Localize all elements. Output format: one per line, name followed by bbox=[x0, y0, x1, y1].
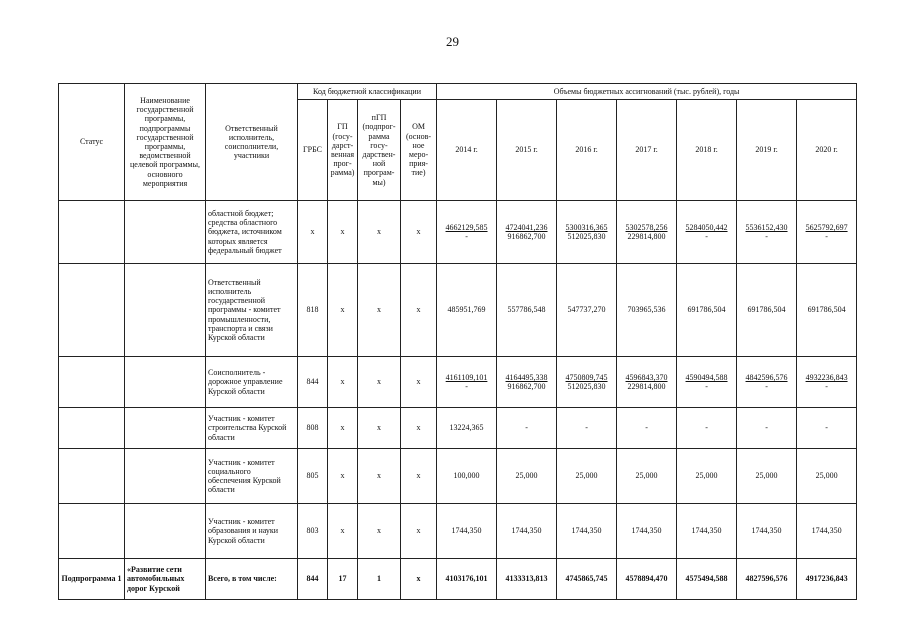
gp-cell: x bbox=[328, 264, 358, 357]
grbs-cell: 808 bbox=[298, 408, 328, 449]
status-cell bbox=[59, 449, 125, 504]
value-sub: - bbox=[825, 232, 828, 241]
om-cell: x bbox=[401, 357, 437, 408]
status-cell bbox=[59, 357, 125, 408]
value-main: 5536152,430 bbox=[745, 222, 788, 232]
value-main: 4578894,470 bbox=[625, 574, 668, 584]
pgp-cell: 1 bbox=[358, 559, 401, 600]
value-main: 557786,548 bbox=[507, 305, 546, 315]
header-om: ОМ (основ-ное меро-прия-тие) bbox=[401, 100, 437, 201]
pgp-cell: x bbox=[358, 504, 401, 559]
value-sub: 512025,830 bbox=[567, 382, 606, 391]
value-main: 25,000 bbox=[575, 471, 598, 481]
value-sub: - bbox=[465, 382, 468, 391]
value-main: 4590494,588 bbox=[685, 372, 728, 382]
value-main: 4164495,338 bbox=[505, 372, 548, 382]
value-cell bbox=[617, 357, 677, 408]
value-cell bbox=[497, 201, 557, 264]
om-cell: x bbox=[401, 201, 437, 264]
executor-cell: Соисполнитель - дорожное управление Курской области bbox=[206, 357, 298, 408]
value-main: 4575494,588 bbox=[685, 574, 728, 584]
executor-cell: Всего, в том числе: bbox=[206, 559, 298, 600]
value-main: 100,000 bbox=[453, 471, 480, 481]
gp-cell: x bbox=[328, 449, 358, 504]
value-main: 1744,350 bbox=[751, 526, 782, 536]
value-cell bbox=[677, 559, 737, 600]
status-cell bbox=[59, 264, 125, 357]
value-main: 4596843,370 bbox=[625, 372, 668, 382]
page-number: 29 bbox=[446, 34, 459, 49]
grbs-cell: x bbox=[298, 201, 328, 264]
value-sub: 229814,800 bbox=[627, 232, 666, 241]
value-cell bbox=[557, 408, 617, 449]
name-cell bbox=[125, 504, 206, 559]
value-cell bbox=[617, 559, 677, 600]
value-cell bbox=[797, 449, 857, 504]
value-cell bbox=[497, 504, 557, 559]
table-row bbox=[59, 504, 857, 559]
pgp-cell: x bbox=[358, 264, 401, 357]
header-pgp: пГП (подпрог-рамма госу-дарствен-ной програм-мы) bbox=[358, 100, 401, 201]
value-sub: 512025,830 bbox=[567, 232, 606, 241]
gp-cell: x bbox=[328, 357, 358, 408]
table-row bbox=[59, 201, 857, 264]
value-main: - bbox=[705, 423, 708, 433]
header-gp: ГП (госу-дарст-венная прог-рамма) bbox=[328, 100, 358, 201]
value-main: 4161109,101 bbox=[445, 372, 488, 382]
value-cell bbox=[677, 408, 737, 449]
value-main: 1744,350 bbox=[451, 526, 482, 536]
pgp-cell: x bbox=[358, 201, 401, 264]
header-year: 2019 г. bbox=[737, 100, 797, 201]
grbs-cell: 844 bbox=[298, 559, 328, 600]
value-cell bbox=[437, 357, 497, 408]
value-cell bbox=[557, 504, 617, 559]
value-cell bbox=[497, 408, 557, 449]
value-main: 4842596,576 bbox=[745, 372, 788, 382]
header-year: 2014 г. bbox=[437, 100, 497, 201]
header-budget-code: Код бюджетной классификации bbox=[298, 84, 437, 100]
value-main: 25,000 bbox=[515, 471, 538, 481]
name-cell bbox=[125, 357, 206, 408]
value-cell bbox=[797, 357, 857, 408]
value-cell bbox=[557, 357, 617, 408]
value-cell bbox=[497, 559, 557, 600]
value-main: - bbox=[645, 423, 648, 433]
value-cell bbox=[617, 449, 677, 504]
value-cell bbox=[677, 264, 737, 357]
value-main: 1744,350 bbox=[571, 526, 602, 536]
value-main: 4133313,813 bbox=[505, 574, 548, 584]
value-main: 4827596,576 bbox=[745, 574, 788, 584]
value-cell bbox=[437, 449, 497, 504]
om-cell: x bbox=[401, 408, 437, 449]
status-cell: Подпрограмма 1 bbox=[59, 559, 125, 600]
value-cell bbox=[797, 559, 857, 600]
table-row bbox=[59, 408, 857, 449]
value-main: 25,000 bbox=[695, 471, 718, 481]
grbs-cell: 818 bbox=[298, 264, 328, 357]
value-cell bbox=[557, 201, 617, 264]
grbs-cell: 844 bbox=[298, 357, 328, 408]
status-cell bbox=[59, 504, 125, 559]
table-row bbox=[59, 264, 857, 357]
executor-cell: областной бюджет; средства областного бюджета, источником которых является федеральный бюджет bbox=[206, 201, 298, 264]
value-cell bbox=[437, 504, 497, 559]
status-cell bbox=[59, 201, 125, 264]
name-cell bbox=[125, 264, 206, 357]
om-cell: x bbox=[401, 559, 437, 600]
gp-cell: x bbox=[328, 504, 358, 559]
value-cell bbox=[677, 201, 737, 264]
gp-cell: x bbox=[328, 408, 358, 449]
value-main: 25,000 bbox=[635, 471, 658, 481]
value-cell bbox=[797, 504, 857, 559]
value-sub: - bbox=[705, 382, 708, 391]
header-name: Наименование государственной программы, подпрограммы государственной программы, ведомственной целевой программы, основного мероприятия bbox=[125, 84, 206, 201]
value-sub: - bbox=[825, 382, 828, 391]
value-main: 691786,504 bbox=[687, 305, 726, 315]
table-row bbox=[59, 357, 857, 408]
value-main: 1744,350 bbox=[691, 526, 722, 536]
value-cell bbox=[617, 504, 677, 559]
value-cell bbox=[797, 408, 857, 449]
om-cell: x bbox=[401, 449, 437, 504]
value-main: 13224,365 bbox=[449, 423, 484, 433]
pgp-cell: x bbox=[358, 408, 401, 449]
value-main: - bbox=[525, 423, 528, 433]
value-cell bbox=[737, 559, 797, 600]
value-cell bbox=[677, 357, 737, 408]
value-cell bbox=[497, 264, 557, 357]
value-main: - bbox=[825, 423, 828, 433]
budget-table bbox=[58, 83, 857, 600]
value-cell bbox=[737, 449, 797, 504]
value-sub: 229814,800 bbox=[627, 382, 666, 391]
header-executor: Ответственный исполнитель, соисполнители, участники bbox=[206, 84, 298, 201]
header-year: 2015 г. bbox=[497, 100, 557, 201]
name-cell: «Развитие сети автомобильных дорог Курской bbox=[125, 559, 206, 600]
value-main: 4724041,236 bbox=[505, 222, 548, 232]
value-cell bbox=[677, 449, 737, 504]
executor-cell: Участник - комитет социального обеспечения Курской области bbox=[206, 449, 298, 504]
value-cell bbox=[497, 357, 557, 408]
header-volumes: Объемы бюджетных ассигнований (тыс. рублей), годы bbox=[437, 84, 857, 100]
value-main: 1744,350 bbox=[811, 526, 842, 536]
value-sub: - bbox=[765, 382, 768, 391]
value-main: 547737,270 bbox=[567, 305, 606, 315]
value-main: 5284050,442 bbox=[685, 222, 728, 232]
value-main: 25,000 bbox=[815, 471, 838, 481]
value-main: 4662129,585 bbox=[445, 222, 488, 232]
value-sub: 916862,700 bbox=[507, 232, 546, 241]
value-main: 4917236,843 bbox=[805, 574, 848, 584]
value-main: 5625792,697 bbox=[805, 222, 848, 232]
value-main: 1744,350 bbox=[511, 526, 542, 536]
value-cell bbox=[737, 408, 797, 449]
value-cell bbox=[617, 408, 677, 449]
name-cell bbox=[125, 201, 206, 264]
value-cell bbox=[737, 201, 797, 264]
value-sub: - bbox=[765, 232, 768, 241]
value-cell bbox=[677, 504, 737, 559]
header-status: Статус bbox=[59, 84, 125, 201]
value-cell bbox=[557, 264, 617, 357]
pgp-cell: x bbox=[358, 357, 401, 408]
value-cell bbox=[437, 408, 497, 449]
grbs-cell: 803 bbox=[298, 504, 328, 559]
value-cell bbox=[797, 264, 857, 357]
status-cell bbox=[59, 408, 125, 449]
value-cell bbox=[437, 559, 497, 600]
value-main: 5302578,256 bbox=[625, 222, 668, 232]
gp-cell: x bbox=[328, 201, 358, 264]
header-grbs: ГРБС bbox=[298, 100, 328, 201]
value-main: 4932236,843 bbox=[805, 372, 848, 382]
pgp-cell: x bbox=[358, 449, 401, 504]
value-main: 703965,536 bbox=[627, 305, 666, 315]
value-sub: 916862,700 bbox=[507, 382, 546, 391]
value-main: - bbox=[585, 423, 588, 433]
value-main: 4103176,101 bbox=[445, 574, 488, 584]
header-year: 2020 г. bbox=[797, 100, 857, 201]
value-main: - bbox=[765, 423, 768, 433]
value-sub: - bbox=[465, 232, 468, 241]
value-cell bbox=[557, 449, 617, 504]
om-cell: x bbox=[401, 264, 437, 357]
header-year: 2018 г. bbox=[677, 100, 737, 201]
value-main: 1744,350 bbox=[631, 526, 662, 536]
executor-cell: Ответственный исполнитель государственной программы - комитет промышленности, транспорта и связи Курской области bbox=[206, 264, 298, 357]
value-main: 25,000 bbox=[755, 471, 778, 481]
value-cell bbox=[797, 201, 857, 264]
value-cell bbox=[437, 264, 497, 357]
value-cell bbox=[437, 201, 497, 264]
value-cell bbox=[737, 504, 797, 559]
name-cell bbox=[125, 408, 206, 449]
value-main: 691786,504 bbox=[807, 305, 846, 315]
gp-cell: 17 bbox=[328, 559, 358, 600]
value-main: 691786,504 bbox=[747, 305, 786, 315]
value-main: 4745865,745 bbox=[565, 574, 608, 584]
value-cell bbox=[737, 357, 797, 408]
value-cell bbox=[497, 449, 557, 504]
grbs-cell: 805 bbox=[298, 449, 328, 504]
value-cell bbox=[617, 201, 677, 264]
header-year: 2016 г. bbox=[557, 100, 617, 201]
executor-cell: Участник - комитет образования и науки Курской области bbox=[206, 504, 298, 559]
executor-cell: Участник - комитет строительства Курской области bbox=[206, 408, 298, 449]
value-main: 5300316,365 bbox=[565, 222, 608, 232]
value-main: 485951,769 bbox=[447, 305, 486, 315]
value-cell bbox=[557, 559, 617, 600]
value-cell bbox=[737, 264, 797, 357]
table-row bbox=[59, 559, 857, 600]
header-year: 2017 г. bbox=[617, 100, 677, 201]
table-row bbox=[59, 449, 857, 504]
value-cell bbox=[617, 264, 677, 357]
value-sub: - bbox=[705, 232, 708, 241]
name-cell bbox=[125, 449, 206, 504]
om-cell: x bbox=[401, 504, 437, 559]
value-main: 4750809,745 bbox=[565, 372, 608, 382]
